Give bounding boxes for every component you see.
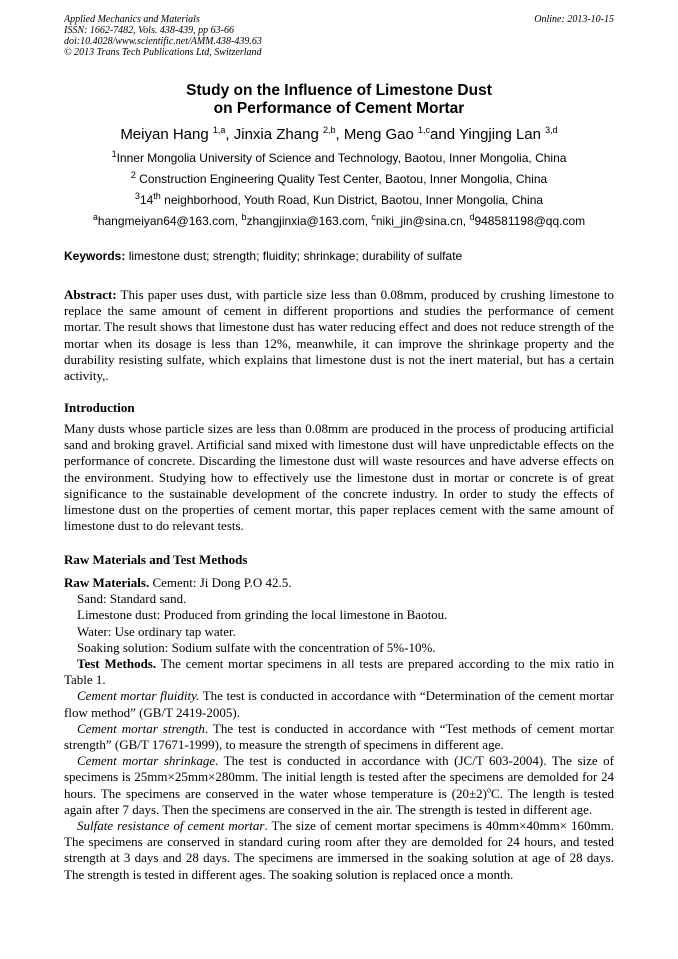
- keywords-label: Keywords:: [64, 249, 126, 263]
- affiliation-1: [40, 151, 638, 165]
- introduction-body: [64, 421, 614, 534]
- affil-ordinal: th: [153, 191, 161, 201]
- affiliation-2: [40, 172, 638, 186]
- online-date: Online: 2013-10-15: [534, 14, 614, 25]
- sulfate-label: Sulfate resistance of cement mortar: [77, 818, 265, 834]
- affiliation-3: [40, 193, 638, 207]
- affil-num: 14: [139, 193, 154, 207]
- shrinkage-text-cont: C. The length is tested again after 7 days. Then the specimens are conserved in the air. The strength is tested in different age.: [64, 785, 614, 817]
- raw-materials-body: [64, 575, 614, 883]
- fluidity-paragraph: [64, 688, 614, 720]
- title-block: [40, 82, 638, 228]
- page-header: [64, 14, 614, 58]
- email-link[interactable]: niki_jin@sina.cn,: [375, 214, 470, 228]
- sulfate-text: . The size of cement mortar specimens is 40mm×40mm× 160mm. The specimens are conserved in standard curing room after they are demolded for 24 hours, and tested strength at 3 days and 28 days. The specimens are immersed in the soaking solution at age of 28 days. The strength is tested in different ages. The soaking solution is replaced once a month.: [64, 818, 615, 882]
- email-list: [40, 214, 638, 228]
- keywords-text: limestone dust; strength; fluidity; shrinkage; durability of sulfate: [125, 249, 463, 263]
- email-sup: b: [241, 212, 247, 222]
- raw-materials-label: Raw Materials.: [64, 575, 150, 590]
- author-sep: ,: [335, 126, 344, 143]
- email-link[interactable]: hangmeiyan64@163.com,: [97, 214, 242, 228]
- author-sup: 1,c: [418, 125, 431, 135]
- affil-text: Construction Engineering Quality Test Center, Baotou, Inner Mongolia, China: [135, 172, 548, 186]
- author-sup: 2,b: [322, 125, 336, 135]
- sand-line: Sand: Standard sand.: [77, 591, 187, 607]
- affil-sup: 2: [130, 170, 136, 180]
- affil-text: Inner Mongolia University of Science and Technology, Baotou, Inner Mongolia, China: [116, 151, 567, 165]
- raw-materials-heading: Raw Materials and Test Methods: [64, 552, 248, 567]
- author-name: and Yingjing Lan: [430, 126, 546, 143]
- introduction-heading: Introduction: [64, 400, 135, 415]
- strength-label: Cement mortar strength: [77, 720, 205, 736]
- fluidity-text: The test is conducted in accordance with “Determination of the cement mortar flow method” (GB/T 2419-2005).: [64, 688, 614, 720]
- email-link[interactable]: 948581198@qq.com: [474, 214, 586, 228]
- email-sup: a: [92, 212, 98, 222]
- email-sup: d: [469, 212, 475, 222]
- author-name: Jinxia Zhang: [233, 126, 323, 143]
- author-name: Meng Gao: [343, 126, 419, 143]
- author-sup: 3,d: [545, 125, 558, 135]
- test-methods-label: Test Methods.: [77, 656, 157, 672]
- abstract-label: Abstract:: [64, 287, 117, 302]
- affil-sup: 1: [111, 149, 117, 159]
- introduction-text: Many dusts whose particle sizes are less than 0.08mm are produced in the process of producing artificial sand and broking gravel. Artificial sand mixed with limestone dust will have unpredictable effects on the performance of concrete. Discarding the limestone dust will waste resources and have adverse effects on the environment. Studying how to effectively use the limestone dust in mortar or concrete is of great significance to the sustainable development of the concrete industry. In order to study the effects of limestone dust on the properties of cement mortar, this paper replaces cement with the same amount of limestone dust to do relevant tests.: [64, 421, 614, 534]
- affil-sup: 3: [134, 191, 140, 201]
- shrinkage-text: . The test is conducted in accordance with (JC/T 603-2004). The size of specimens is 25mm×25mm×280mm. The initial length is tested after the specimens are demolded for 24 hours. The specimens are conserved in the water whose temperature is (20±2): [64, 753, 614, 801]
- affil-text: neighborhood, Youth Road, Kun District, Baotou, Inner Mongolia, China: [160, 193, 544, 207]
- email-sup: c: [371, 212, 376, 222]
- test-methods-paragraph: [64, 656, 614, 688]
- shrinkage-label: Cement mortar shrinkage: [77, 753, 216, 769]
- strength-paragraph: [64, 721, 614, 753]
- author-list: [40, 126, 638, 144]
- abstract-text: This paper uses dust, with particle size less than 0.08mm, produced by crushing limestone to replace the same amount of cement in different proportions and studies the performance of cement mortar. The result shows that limestone dust has water reducing effect and does not reduce strength of the mortar when its dosage is less than 12%, meanwhile, it can improve the shrinkage property and the durability resisting sulfate, which explains that limestone dust is not the inert material, but has a certain activity,.: [64, 287, 614, 384]
- author-sep: ,: [225, 126, 234, 143]
- author-name: Meiyan Hang: [120, 126, 213, 143]
- doi-line: doi:10.4028/www.scientific.net/AMM.438-439.63: [64, 36, 262, 47]
- title-line-1: Study on the Influence of Limestone Dust: [186, 82, 492, 99]
- limestone-line: Limestone dust: Produced from grinding the local limestone in Baotou.: [77, 607, 448, 623]
- water-line: Water: Use ordinary tap water.: [77, 623, 236, 639]
- strength-text: . The test is conducted in accordance with “Test methods of cement mortar strength” (GB/T 17671-1999), to measure the strength of specimens in different age.: [64, 720, 614, 753]
- shrinkage-paragraph: [64, 753, 614, 818]
- keywords-line: [64, 248, 614, 264]
- fluidity-label: Cement mortar fluidity.: [77, 688, 200, 704]
- author-sup: 1,a: [212, 125, 226, 135]
- abstract: [64, 287, 614, 384]
- cement-text: Cement: Ji Dong P.O 42.5.: [149, 575, 292, 590]
- soaking-line: Soaking solution: Sodium sulfate with the concentration of 5%-10%.: [77, 639, 436, 655]
- paper-title: [40, 82, 638, 118]
- issn-line: ISSN: 1662-7482, Vols. 438-439, pp 63-66: [64, 25, 234, 36]
- journal-name: Applied Mechanics and Materials: [64, 14, 200, 25]
- cement-line: [64, 575, 614, 591]
- email-link[interactable]: zhangjinxia@163.com,: [246, 214, 372, 228]
- sulfate-paragraph: [64, 818, 614, 883]
- degree-sup: o: [486, 785, 491, 795]
- copyright-line: © 2013 Trans Tech Publications Ltd, Switzerland: [64, 47, 262, 58]
- title-line-2: on Performance of Cement Mortar: [213, 100, 465, 117]
- test-methods-text: The cement mortar specimens in all tests are prepared according to the mix ratio in Table 1.: [64, 656, 614, 688]
